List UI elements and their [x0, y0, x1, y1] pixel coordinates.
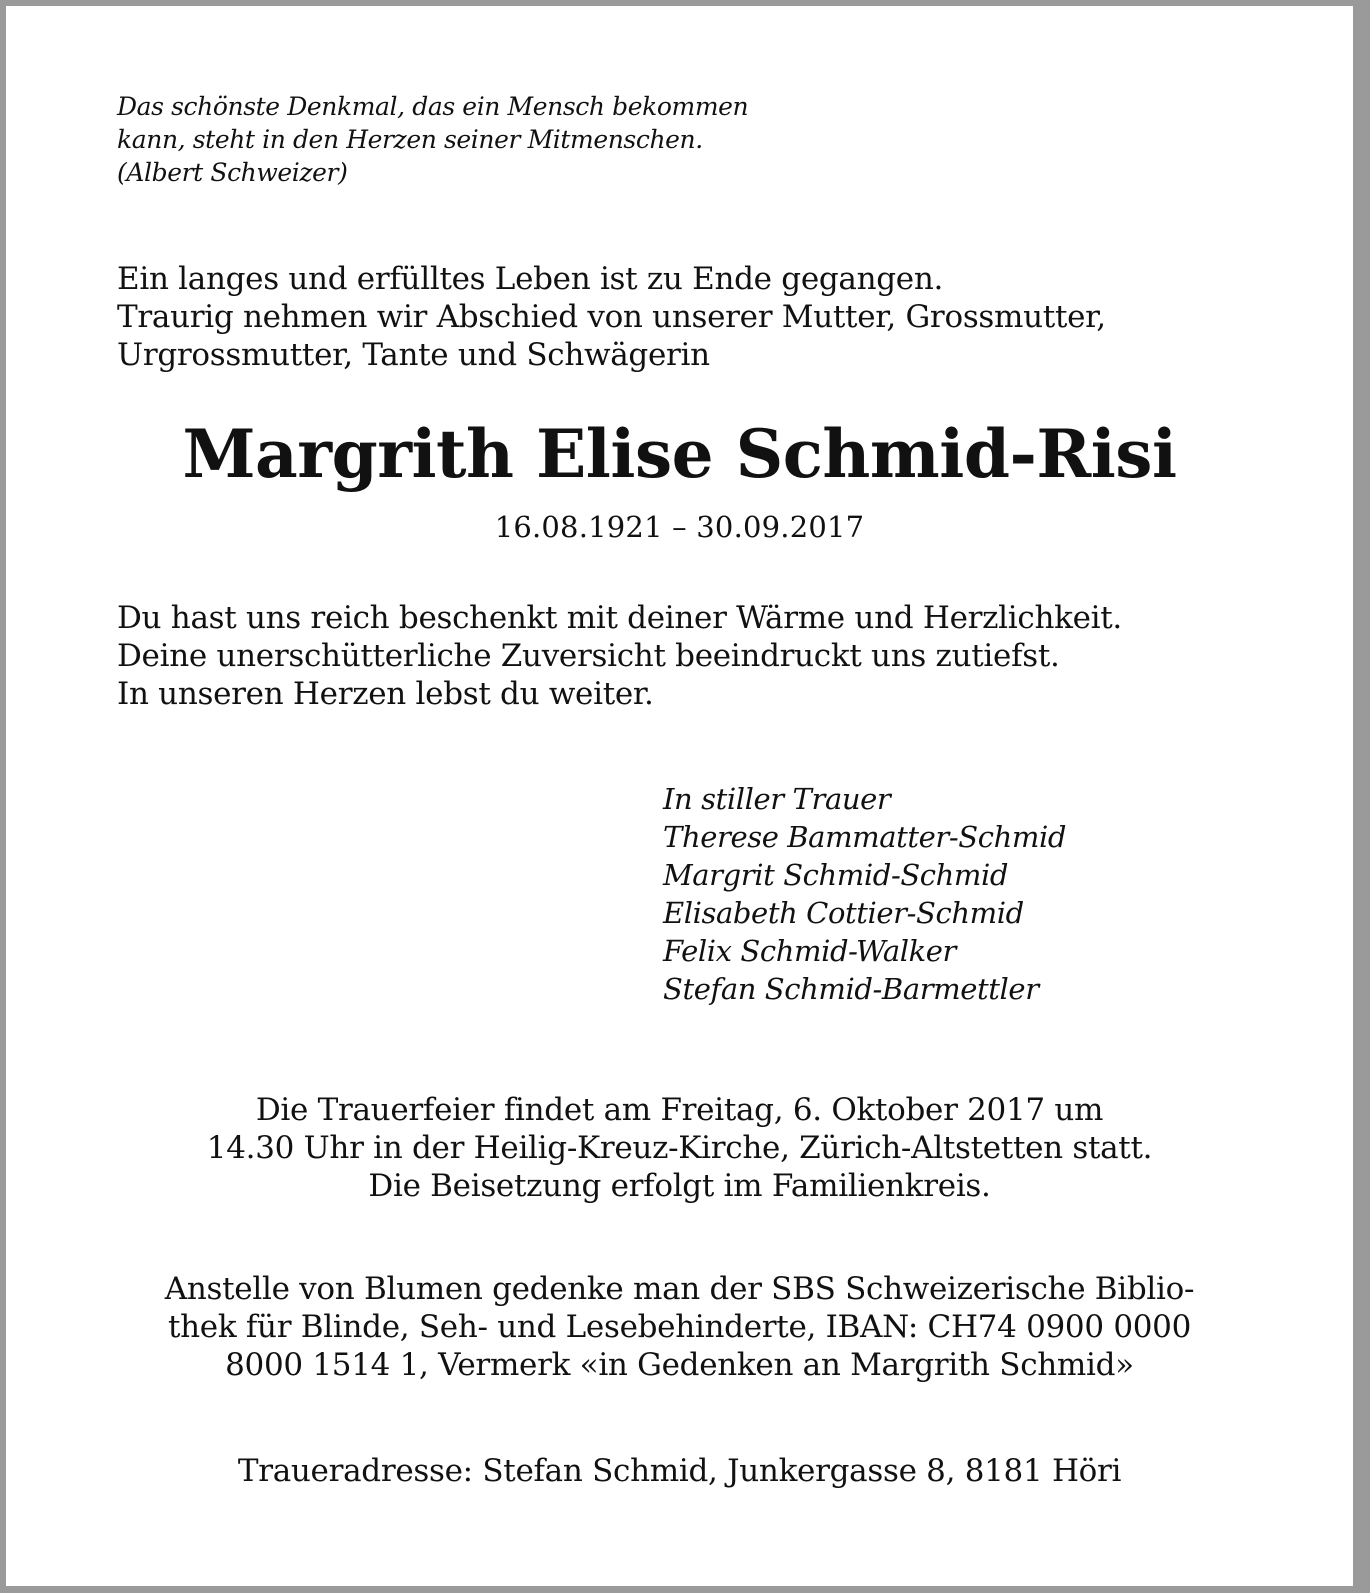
mourner-name: Stefan Schmid-Barmettler [663, 972, 1039, 1006]
service-line: 14.30 Uhr in der Heilig-Kreuz-Kirche, Zürich-Altstetten statt. [206, 1130, 1153, 1166]
service-line: Die Trauerfeier findet am Freitag, 6. Oktober 2017 um [255, 1092, 1104, 1128]
tribute-line: In unseren Herzen lebst du weiter. [117, 676, 654, 712]
quote-line: kann, steht in den Herzen seiner Mitmenschen. [117, 125, 703, 154]
tribute-line: Deine unerschütterliche Zuversicht beeindruckt uns zutiefst. [117, 638, 1060, 674]
mourner-name: Therese Bammatter-Schmid [663, 820, 1067, 854]
quote-attribution: (Albert Schweizer) [117, 158, 348, 187]
epigraph-quote [117, 90, 748, 189]
service-line: Die Beisetzung erfolgt im Familienkreis. [368, 1168, 991, 1204]
mourner-name: Felix Schmid-Walker [663, 934, 957, 968]
tribute-paragraph [117, 599, 1122, 713]
mourner-name: Elisabeth Cottier-Schmid [663, 896, 1024, 930]
obituary-page [6, 6, 1353, 1586]
intro-line: Traurig nehmen wir Abschied von unserer Mutter, Grossmutter, [117, 299, 1106, 335]
mourning-address: Traueradresse: Stefan Schmid, Junkergasse 8, 8181 Höri [237, 1453, 1122, 1489]
deceased-name: Margrith Elise Schmid-Risi [182, 415, 1177, 493]
quote-line: Das schönste Denkmal, das ein Mensch bekommen [117, 92, 749, 121]
mourners-heading: In stiller Trauer [663, 782, 891, 816]
life-dates: 16.08.1921 – 30.09.2017 [494, 510, 865, 544]
mourner-name: Margrit Schmid-Schmid [663, 858, 1009, 892]
donation-notice [6, 1270, 1353, 1384]
donation-line: 8000 1514 1, Vermerk «in Gedenken an Margrith Schmid» [225, 1347, 1134, 1383]
funeral-service-notice [6, 1091, 1353, 1205]
intro-line: Urgrossmutter, Tante und Schwägerin [117, 337, 710, 373]
intro-paragraph [117, 260, 1106, 374]
donation-line: thek für Blinde, Seh- und Lesebehinderte, IBAN: CH74 0900 0000 [167, 1309, 1192, 1345]
tribute-line: Du hast uns reich beschenkt mit deiner Wärme und Herzlichkeit. [117, 600, 1122, 636]
intro-line: Ein langes und erfülltes Leben ist zu Ende gegangen. [117, 261, 944, 297]
donation-line: Anstelle von Blumen gedenke man der SBS Schweizerische Biblio- [164, 1271, 1195, 1307]
mourners-list [663, 780, 1066, 1008]
